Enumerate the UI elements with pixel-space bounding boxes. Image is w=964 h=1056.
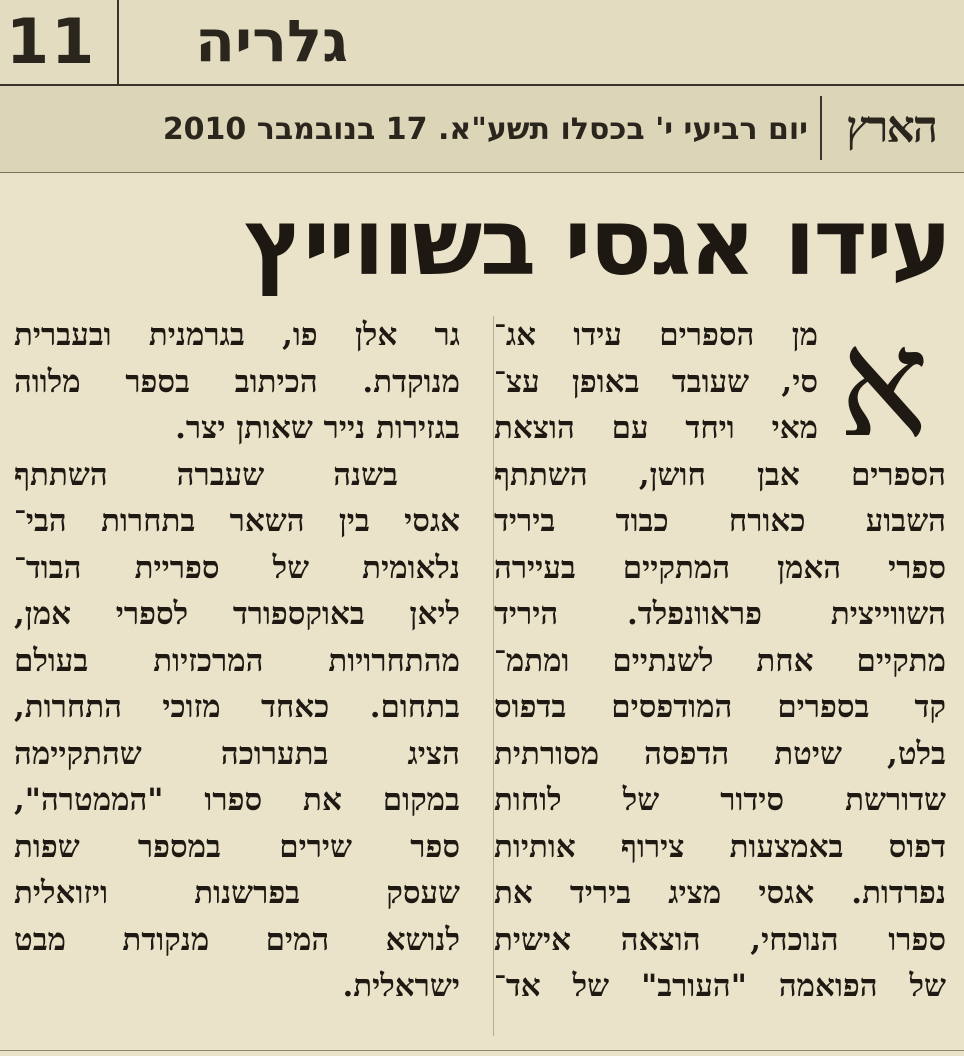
column-divider [493,316,494,1036]
text-line: סי, שעובד באופן עצ־ [494,363,818,400]
text-line: במקום את ספרו "הממטרה", [14,782,460,818]
text-line: מתקיים אחת לשנתיים ומתמ־ [494,642,946,679]
text-line: בתחום. כאחד מזוכי התחרות, [14,689,460,725]
text-line: מן הספרים עידו אג־ [494,317,818,353]
article-headline: עידו אגסי בשווייץ [244,189,950,296]
page-number: 11 [6,5,97,78]
text-line: נלאומית של ספריית הבוד־ [14,549,460,586]
text-line: ספרו הנוכחי, הוצאה אישית [494,921,946,958]
text-line: גר אלן פו, בגרמנית ובעברית [14,317,460,353]
text-line: ליאן באוקספורד לספרי אמן, [14,596,460,632]
dateline-divider [820,96,822,160]
text-line: מהתחרויות המרכזיות בעולם [14,642,460,679]
newspaper-masthead: הארץ [845,102,937,153]
text-line: דפוס באמצעות צירוף אותיות [494,828,946,865]
issue-date: יום רביעי י' בכסלו תשע"א. 17 בנובמבר 2010 [162,112,808,147]
text-line: מנוקדת. הכיתוב בספר מלווה [14,363,460,400]
text-line: של הפואמה "העורב" של אד־ [494,968,946,1004]
header-divider [117,0,119,84]
text-line: אגסי בין השאר בתחרות הבי־ [14,503,460,539]
text-line: ספר שירים במספר שפות [14,828,460,865]
text-line: נפרדות. אגסי מציג ביריד את [494,875,946,911]
section-title: גלריה [195,7,348,75]
text-line: בגזירות נייר שאותן יצר. [175,410,460,446]
text-line: מאי ויחד עם הוצאת [494,410,818,446]
drop-cap: א [838,297,929,471]
text-line: לנושא המים מנקודת מבט [14,921,460,958]
text-line: הציג בתערוכה שהתקיימה [14,735,460,772]
article-column-left [14,312,460,1010]
text-line: הספרים אבן חושן, השתתף [494,456,946,493]
text-line: בשנה שעברה השתתף [14,456,398,493]
text-line: שדורשת סידור של לוחות [494,782,946,818]
article-column-right [494,297,946,1010]
text-line: בלט, שיטת הדפסה מסורתית [494,735,946,772]
text-line: קד בספרים המודפסים בדפוס [494,689,946,725]
text-line: ספרי האמן המתקיים בעיירה [494,549,946,586]
text-line: ישראלית. [342,968,460,1004]
text-line: שעסק בפרשנות ויזואלית [14,875,460,911]
page-bottom-rule [0,1050,964,1051]
section-header-bar [0,0,964,86]
text-line: השבוע כאורח כבוד ביריד [494,503,946,539]
text-line: השווייצית פראוונפלד. היריד [494,596,946,632]
